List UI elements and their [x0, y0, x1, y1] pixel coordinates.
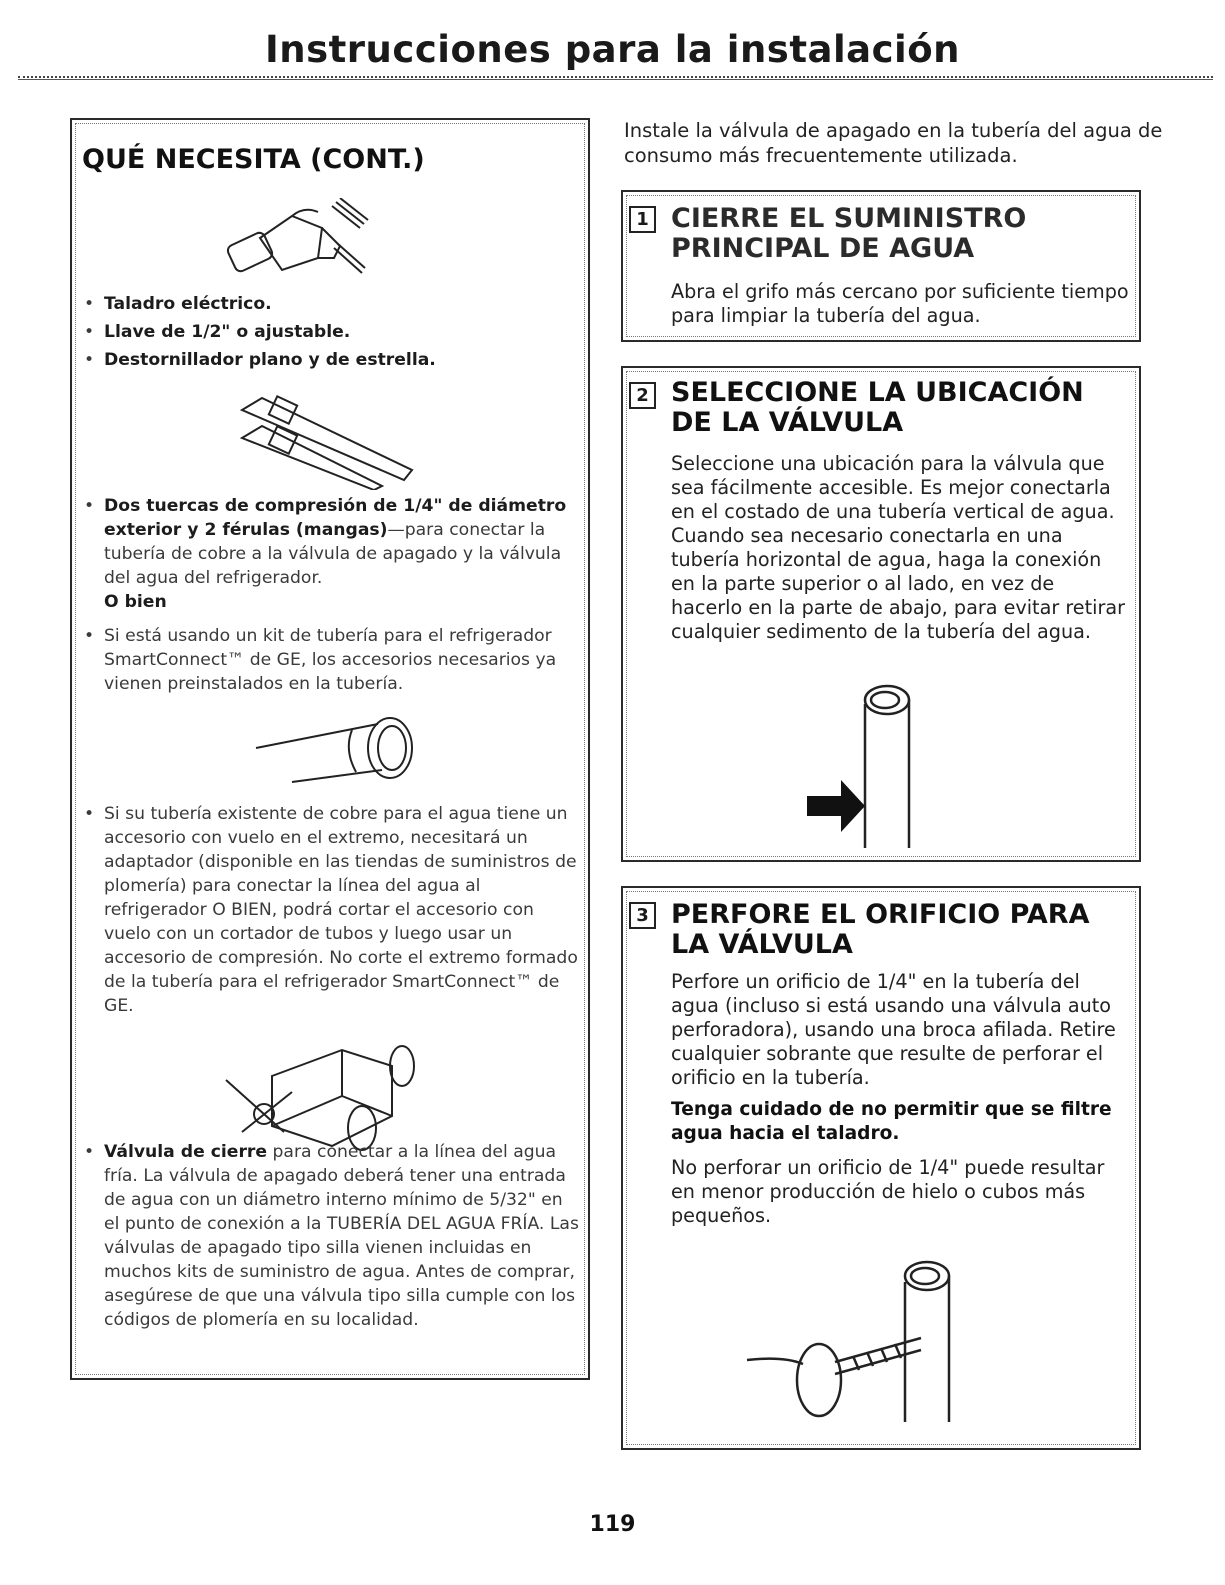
list-item: • Dos tuercas de compresión de 1/4" de diámetro exterior y 2 férulas (mangas)—para conectar la tubería de cobre a la válvula de apagado y la válvula del agua del refrigerador. [84, 496, 567, 588]
shutoff-valve-icon [222, 1036, 422, 1156]
or-label: O bien [104, 592, 167, 612]
list-item: • Destornillador plano y de estrella. [84, 350, 436, 370]
step-number: 3 [629, 902, 656, 929]
step-number: 1 [629, 206, 656, 233]
step-note: No perforar un orificio de 1/4" puede resultar en menor producción de hielo o cubos más pequeños. [671, 1156, 1105, 1227]
list-item: • Taladro eléctrico. [84, 294, 272, 314]
list-item: • Si su tubería existente de cobre para el agua tiene un accesorio con vuelo en el extremo, necesitará un adaptador (disponible en las tiendas de suministros de plomería) para conectar la línea del agua al refrigerador O BIEN, podrá cortar el accesorio con vuelo con un cortador de tubos y luego usar un accesorio de compresión. No corte el extremo formado de la tubería para el refrigerador SmartConnect™ de GE. [84, 804, 578, 1016]
step-heading: SELECCIONE LA UBICACIÓN DE LA VÁLVULA [671, 377, 1084, 438]
what-you-need-heading: QUÉ NECESITA (CONT.) [82, 144, 425, 175]
step-heading: PERFORE EL ORIFICIO PARA LA VÁLVULA [671, 899, 1090, 960]
what-you-need-box [70, 118, 590, 1380]
page-number: 119 [589, 1512, 636, 1537]
step-1-box [621, 190, 1141, 342]
step-2-box [621, 366, 1141, 862]
pipe-arrow-icon [803, 672, 953, 852]
compression-nuts-icon [232, 390, 422, 490]
list-item: • Llave de 1/2" o ajustable. [84, 322, 351, 342]
list-item: • Válvula de cierre para conectar a la línea del agua fría. La válvula de apagado deberá tener una entrada de agua con un diámetro interno mínimo de 5/32" en el punto de conexión a la TUBERÍA DEL AGUA FRÍA. Las válvulas de apagado tipo silla vienen incluidas en muchos kits de suministro de agua. Antes de comprar, asegúrese de que una válvula tipo silla cumple con los códigos de plomería en su localidad. [84, 1142, 579, 1330]
drill-icon [222, 198, 372, 298]
intro-text: Instale la válvula de apagado en la tubería del agua de consumo más frecuentemente utilizada. [624, 119, 1163, 167]
step-number: 2 [629, 382, 656, 409]
step-text: Seleccione una ubicación para la válvula que sea fácilmente accesible. Es mejor conectarla en el costado de una tubería vertical de agua. Cuando sea necesario conectarla en una tubería horizontal de agua, haga la conexión en la parte superior o al lado, en vez de hacerlo en la parte de abajo, para evitar retirar cualquier sedimento de la tubería del agua. [671, 452, 1125, 643]
pipe-drill-icon [743, 1252, 1003, 1432]
list-item: • Si está usando un kit de tubería para el refrigerador SmartConnect™ de GE, los accesorios necesarios ya vienen preinstalados en la tubería. [84, 626, 557, 694]
copper-tube-icon [252, 710, 422, 790]
title-rule [18, 76, 1213, 80]
step-heading: CIERRE EL SUMINISTRO PRINCIPAL DE AGUA [671, 203, 1027, 264]
page-title: Instrucciones para la instalación [264, 28, 961, 71]
step-warning: Tenga cuidado de no permitir que se filtre agua hacia el taladro. [671, 1099, 1112, 1144]
step-text: Abra el grifo más cercano por suficiente tiempo para limpiar la tubería del agua. [671, 280, 1129, 327]
step-text: Perfore un orificio de 1/4" en la tubería del agua (incluso si está usando una válvula auto perforadora), usando una broca afilada. Retire cualquier sobrante que resulte de perforar el orificio en la tubería. [671, 970, 1116, 1089]
step-3-box [621, 886, 1141, 1450]
